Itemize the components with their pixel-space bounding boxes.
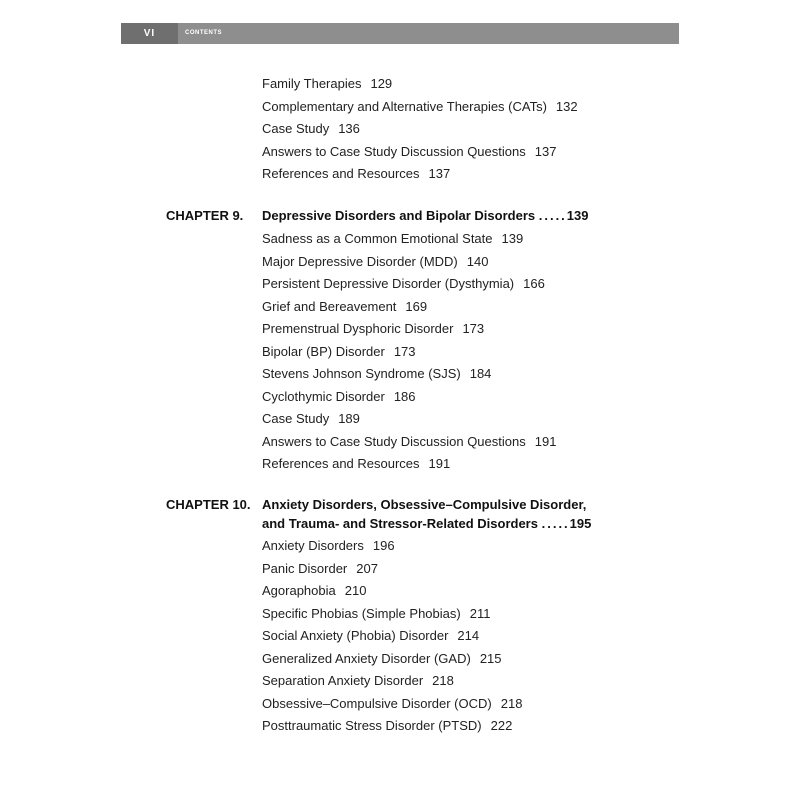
toc-entry-page: 218 <box>500 695 523 711</box>
toc-entry-page: 191 <box>428 456 451 471</box>
header-section-label: CONTENTS <box>185 30 222 36</box>
toc-entry[interactable] <box>262 141 578 164</box>
toc-entry-title: Posttraumatic Stress Disorder (PTSD) <box>262 718 482 733</box>
toc-entry[interactable] <box>262 431 556 454</box>
running-header <box>121 23 679 44</box>
toc-entry-page: 129 <box>370 76 393 91</box>
toc-entry-title: Panic Disorder <box>262 560 348 576</box>
toc-entry[interactable] <box>262 163 578 186</box>
chapter-leader-dots: ..... <box>538 208 567 223</box>
toc-entry-title: Cyclothymic Disorder <box>262 388 385 404</box>
toc-entry-page: 196 <box>372 538 395 553</box>
chapter-title-text: Depressive Disorders and Bipolar Disorders <box>262 208 536 223</box>
toc-entry[interactable] <box>262 318 556 341</box>
toc-entry-page: 191 <box>534 433 557 449</box>
toc-entry[interactable] <box>262 648 522 671</box>
chapter-10-entries <box>262 535 522 738</box>
toc-entry-title: Complementary and Alternative Therapies (CATs) <box>262 98 547 114</box>
chapter-leader-dots: ..... <box>541 515 570 531</box>
toc-entry-page: 218 <box>432 673 454 688</box>
toc-entry-title: References and Resources <box>262 166 420 181</box>
toc-entry-title: Case Study <box>262 411 330 426</box>
toc-entry-title: Case Study <box>262 121 330 136</box>
toc-entry-title: Obsessive–Compulsive Disorder (OCD) <box>262 695 492 711</box>
toc-entry-page: 140 <box>466 253 489 269</box>
toc-entry[interactable] <box>262 580 522 603</box>
chapter-title[interactable] <box>262 496 591 533</box>
chapter-label: CHAPTER 9. <box>166 208 244 223</box>
toc-entry-title: Premenstrual Dysphoric Disorder <box>262 321 454 336</box>
toc-entry-page: 173 <box>393 343 416 359</box>
toc-entry-page: 222 <box>490 718 513 733</box>
toc-entry[interactable] <box>262 670 522 693</box>
toc-entry-page: 137 <box>534 143 557 159</box>
toc-entry[interactable] <box>262 228 556 251</box>
toc-entry[interactable] <box>262 251 556 274</box>
toc-entry-page: 211 <box>469 605 491 621</box>
toc-entry-page: 214 <box>457 628 480 643</box>
toc-entry-title: Agoraphobia <box>262 583 336 598</box>
toc-entry[interactable] <box>262 73 578 96</box>
toc-entry-page: 173 <box>462 321 485 336</box>
toc-continuation-list <box>262 73 578 186</box>
toc-entry-page: 184 <box>469 366 492 381</box>
toc-entry-page: 215 <box>479 650 502 666</box>
toc-entry-page: 136 <box>338 121 360 136</box>
toc-entry-page: 189 <box>338 411 360 426</box>
toc-entry-page: 132 <box>555 98 578 114</box>
chapter-label: CHAPTER 10. <box>166 497 251 512</box>
toc-entry-title: Major Depressive Disorder (MDD) <box>262 253 458 269</box>
toc-entry[interactable] <box>262 273 556 296</box>
toc-entry-title: Bipolar (BP) Disorder <box>262 343 385 359</box>
toc-entry-title: Stevens Johnson Syndrome (SJS) <box>262 366 461 381</box>
chapter-page: 195 <box>569 515 592 531</box>
toc-entry-title: Separation Anxiety Disorder <box>262 673 424 688</box>
toc-entry-page: 169 <box>405 298 428 314</box>
toc-entry-title: Answers to Case Study Discussion Questions <box>262 433 526 449</box>
toc-entry-page: 166 <box>523 276 545 291</box>
toc-entry-title: Generalized Anxiety Disorder (GAD) <box>262 650 471 666</box>
toc-entry[interactable] <box>262 625 522 648</box>
header-page-number: VI <box>121 23 178 44</box>
toc-entry[interactable] <box>262 453 556 476</box>
toc-entry-title: Grief and Bereavement <box>262 298 397 314</box>
chapter-title[interactable] <box>262 207 589 226</box>
toc-entry[interactable] <box>262 118 578 141</box>
toc-entry-title: Answers to Case Study Discussion Questions <box>262 143 526 159</box>
toc-entry[interactable] <box>262 715 522 738</box>
toc-entry-title: Family Therapies <box>262 76 362 91</box>
toc-entry-title: Sadness as a Common Emotional State <box>262 231 493 246</box>
toc-entry-title: References and Resources <box>262 456 420 471</box>
toc-entry[interactable] <box>262 693 522 716</box>
toc-entry-title: Specific Phobias (Simple Phobias) <box>262 605 461 621</box>
toc-entry[interactable] <box>262 535 522 558</box>
toc-entry[interactable] <box>262 341 556 364</box>
toc-entry[interactable] <box>262 386 556 409</box>
toc-entry[interactable] <box>262 558 522 581</box>
toc-entry-page: 137 <box>428 166 451 181</box>
toc-entry-page: 139 <box>501 231 524 246</box>
chapter-9-entries <box>262 228 556 476</box>
toc-entry[interactable] <box>262 96 578 119</box>
toc-entry-page: 207 <box>356 560 378 576</box>
toc-entry[interactable] <box>262 408 556 431</box>
chapter-page: 139 <box>566 208 589 223</box>
toc-entry-title: Persistent Depressive Disorder (Dysthymia) <box>262 276 515 291</box>
toc-entry-page: 210 <box>344 583 367 598</box>
toc-entry-title: Social Anxiety (Phobia) Disorder <box>262 628 449 643</box>
toc-entry-page: 186 <box>393 388 416 404</box>
toc-entry[interactable] <box>262 603 522 626</box>
chapter-title-line: and Trauma- and Stressor-Related Disorders <box>262 515 538 531</box>
toc-entry[interactable] <box>262 296 556 319</box>
toc-entry[interactable] <box>262 363 556 386</box>
chapter-title-line: Anxiety Disorders, Obsessive–Compulsive Disorder, <box>262 497 587 512</box>
toc-entry-title: Anxiety Disorders <box>262 538 364 553</box>
